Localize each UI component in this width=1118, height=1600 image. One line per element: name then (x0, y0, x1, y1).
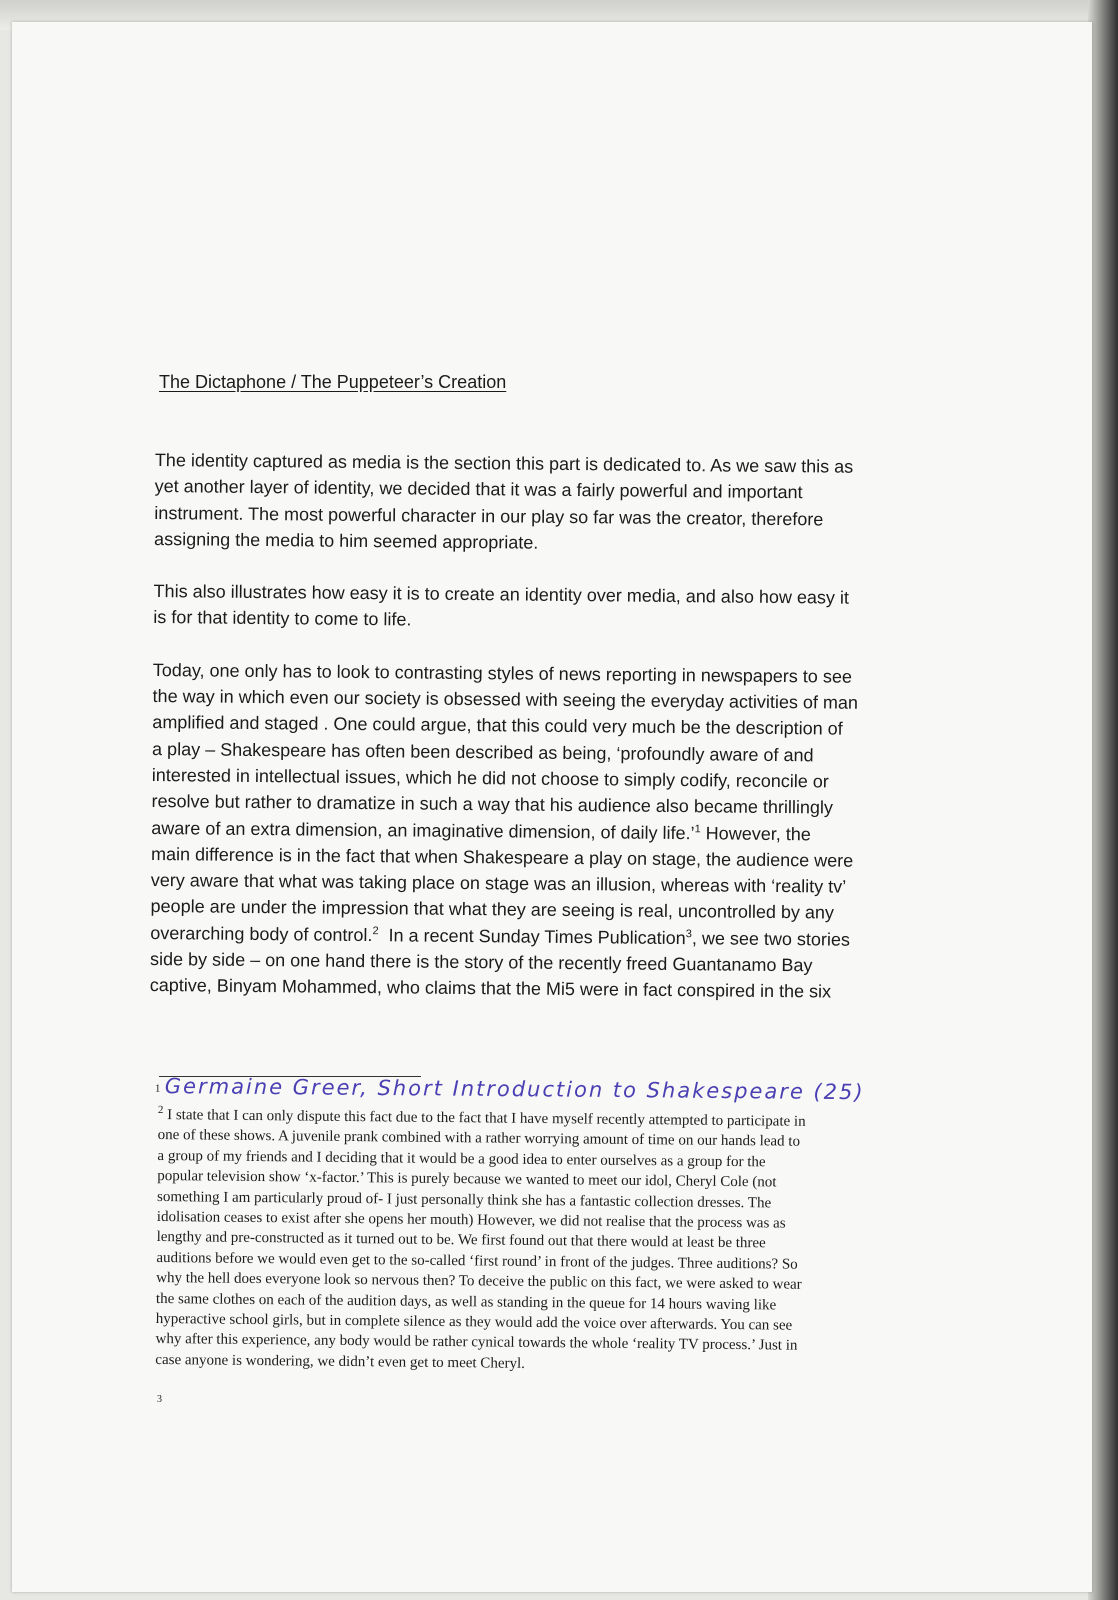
footnote-line: lengthy and pre-constructed as it turned out to be. We first found out that there would at least be three (156, 1229, 766, 1252)
footnote-reference: 1 (694, 822, 701, 835)
footnote-line: why after this experience, any body would be rather cynical towards the whole ‘reality TV process.’ Just in (155, 1331, 798, 1355)
text-line: yet another layer of identity, we decided that it was a fairly powerful and important (154, 476, 803, 503)
footnote-line: the same clothes on each of the audition days, as well as standing in the queue for 14 hours waving like (155, 1290, 777, 1314)
paragraph-3 (150, 657, 953, 1007)
footnote-reference: 3 (685, 927, 692, 940)
text-line: very aware that what was taking place on stage was an illusion, whereas with ‘reality tv’ (150, 870, 847, 897)
body-text (149, 447, 955, 1032)
footnote-line: something I am particularly proud of- I just personally think she has a fantastic collection dresses. The (156, 1188, 772, 1212)
footnote-number: 1 (154, 1082, 161, 1095)
text-line: side by side – on one hand there is the story of the recently freed Guantanamo Bay (149, 949, 813, 976)
footnote-3-number: 3 (157, 1394, 162, 1405)
text-line: interested in intellectual issues, which he did not choose to simply codify, reconcile or (151, 764, 829, 792)
text-line: amplified and staged . One could argue, that this could very much be the description of (152, 712, 843, 739)
footnote-line: auditions before we would even get to the so-called ‘first round’ in front of the judges. Three auditions? So (156, 1249, 798, 1273)
text-segment: However, the (700, 822, 811, 844)
footnote-1 (155, 1074, 865, 1104)
footnote-line: one of these shows. A juvenile prank combined with a rather worrying amount of time on our hands lead to (157, 1127, 801, 1151)
text-segment: I state that I can only dispute this fact due to the fact that I have myself recently attempted to participate in (163, 1107, 806, 1130)
footnote-2 (155, 1105, 948, 1379)
text-line: captive, Binyam Mohammed, who claims that the Mi5 were in fact conspired in the six (149, 975, 832, 1002)
text-line: This also illustrates how easy it is to create an identity over media, and also how easy it (153, 581, 850, 608)
scan-right-shadow (1088, 0, 1118, 1600)
text-line: people are under the impression that what they are seeing is real, uncontrolled by any (150, 896, 835, 923)
footnote-line: why the hell does everyone look so nervous then? To deceive the public on this fact, we were asked to wear (156, 1270, 802, 1294)
text-line: The identity captured as media is the section this part is dedicated to. As we saw this as (154, 449, 854, 477)
paragraph-1 (154, 447, 955, 560)
text-line: the way in which even our society is obsessed with seeing the everyday activities of man (152, 686, 859, 713)
text-line: is for that identity to come to life. (153, 607, 412, 630)
handwritten-citation: Germaine Greer, Short Introduction to Shakespeare (25) (164, 1074, 865, 1105)
footnote-line: case anyone is wondering, we didn’t even get to meet Cheryl. (155, 1351, 526, 1372)
footnote-number: 2 (157, 1104, 164, 1117)
text-line: assigning the media to him seemed appropriate. (154, 528, 539, 553)
text-segment: aware of an extra dimension, an imaginative dimension, of daily life.’ (151, 817, 695, 843)
footnote-reference: 2 (372, 924, 379, 937)
text-segment: In a recent Sunday Times Publication (378, 924, 686, 948)
text-line: Today, one only has to look to contrasting styles of news reporting in newspapers to see (152, 659, 853, 687)
document-page (12, 22, 1092, 1592)
text-line: a play – Shakespeare has often been described as being, ‘profoundly aware of and (152, 738, 814, 766)
text-line: main difference is in the fact that when Shakespeare a play on stage, the audience were (150, 843, 854, 871)
text-line: instrument. The most powerful character in our play so far was the creator, therefore (154, 502, 824, 530)
paragraph-2 (153, 578, 953, 638)
footnote-line: popular television show ‘x-factor.’ This is purely because we wanted to meet our idol, Cheryl Cole (not (157, 1168, 777, 1191)
text-segment: , we see two stories (691, 927, 851, 950)
footnote-line: a group of my friends and I deciding that it would be a good idea to enter ourselves as a group for the (157, 1147, 766, 1171)
footnote-line: idolisation ceases to exist after she opens her mouth) However, we did not realise that the process was as (156, 1209, 786, 1232)
text-line: resolve but rather to dramatize in such a way that his audience also became thrillingly (151, 791, 834, 818)
section-title: The Dictaphone / The Puppeteer’s Creation (159, 372, 507, 392)
footnote-line: hyperactive school girls, but in complete silence as they would add the voice over afterwards. You can see (155, 1311, 793, 1334)
text-segment: overarching body of control. (150, 922, 373, 945)
